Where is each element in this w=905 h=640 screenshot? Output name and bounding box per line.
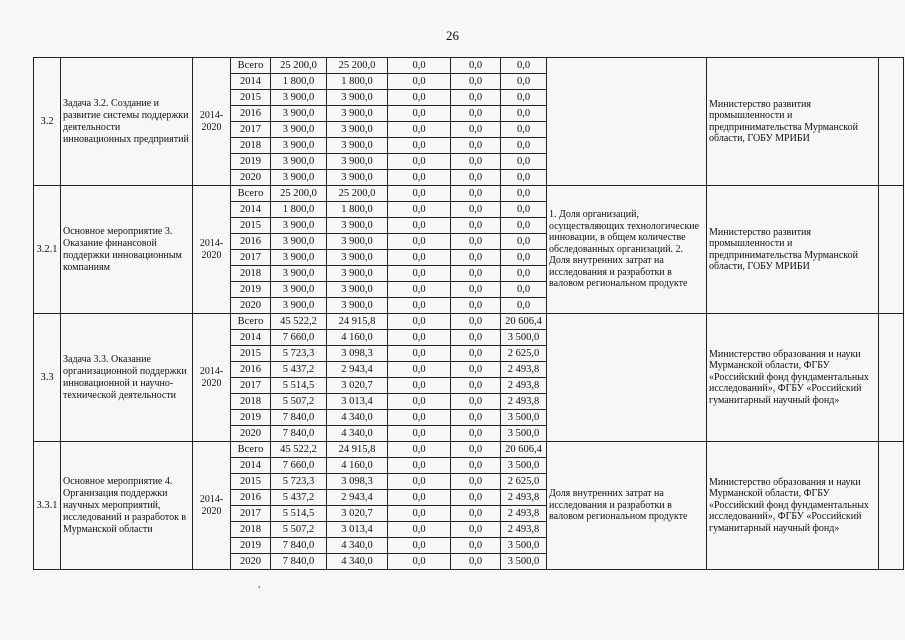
year-cell: 2015 (231, 346, 271, 362)
value-cell: 0,0 (451, 106, 501, 122)
value-cell: 0,0 (501, 106, 547, 122)
value-cell: 0,0 (451, 346, 501, 362)
value-cell: 0,0 (451, 474, 501, 490)
value-cell: 0,0 (501, 138, 547, 154)
value-cell: 0,0 (451, 522, 501, 538)
value-cell: 3 900,0 (327, 170, 388, 186)
value-cell: 0,0 (451, 490, 501, 506)
value-cell: 0,0 (451, 282, 501, 298)
value-cell: 0,0 (501, 202, 547, 218)
year-cell: 2019 (231, 282, 271, 298)
value-cell: 7 840,0 (271, 410, 327, 426)
value-cell: 0,0 (501, 266, 547, 282)
value-cell: 0,0 (501, 170, 547, 186)
value-cell: 0,0 (388, 138, 451, 154)
year-cell: 2020 (231, 298, 271, 314)
value-cell: 3 900,0 (327, 298, 388, 314)
value-cell: 0,0 (388, 58, 451, 74)
value-cell: 3 500,0 (501, 554, 547, 570)
activity-name: Задача 3.3. Оказание организационной поддержки инновационной и научно-технической деятельности (61, 314, 193, 442)
value-cell: 7 660,0 (271, 330, 327, 346)
row-number: 3.2 (34, 58, 61, 186)
table-row (34, 186, 904, 202)
value-cell: 3 900,0 (271, 266, 327, 282)
year-cell: Всего (231, 442, 271, 458)
value-cell: 7 840,0 (271, 426, 327, 442)
value-cell: 25 200,0 (327, 186, 388, 202)
activity-name: Основное мероприятие 3. Оказание финансовой поддержки инновационным компаниям (61, 186, 193, 314)
indicators-cell (547, 58, 707, 186)
value-cell: 3 900,0 (327, 106, 388, 122)
value-cell: 5 723,3 (271, 346, 327, 362)
value-cell: 0,0 (451, 90, 501, 106)
executor-cell: Министерство развития промышленности и предпринимательства Мурманской области, ГОБУ МРИБИ (707, 58, 879, 186)
value-cell: 3 500,0 (501, 458, 547, 474)
value-cell: 0,0 (501, 250, 547, 266)
value-cell: 45 522,2 (271, 442, 327, 458)
value-cell: 3 900,0 (271, 106, 327, 122)
value-cell: 7 840,0 (271, 538, 327, 554)
executor-cell: Министерство образования и науки Мурманской области, ФГБУ «Российский фонд фундаментальных исследований», ФГБУ «Российский гуманитарный научный фонд» (707, 314, 879, 442)
year-cell: 2019 (231, 538, 271, 554)
year-cell: 2014 (231, 74, 271, 90)
value-cell: 0,0 (388, 442, 451, 458)
indicators-cell (547, 314, 707, 442)
value-cell: 3 900,0 (271, 298, 327, 314)
stray-mark: , (258, 579, 261, 590)
value-cell: 0,0 (451, 554, 501, 570)
value-cell: 5 723,3 (271, 474, 327, 490)
value-cell: 2 625,0 (501, 474, 547, 490)
value-cell: 0,0 (451, 138, 501, 154)
value-cell: 0,0 (451, 58, 501, 74)
value-cell: 0,0 (501, 90, 547, 106)
program-table (33, 57, 904, 570)
value-cell: 0,0 (388, 522, 451, 538)
value-cell: 0,0 (388, 314, 451, 330)
year-cell: 2018 (231, 522, 271, 538)
value-cell: 1 800,0 (327, 74, 388, 90)
year-cell: 2016 (231, 234, 271, 250)
value-cell: 3 500,0 (501, 410, 547, 426)
value-cell: 3 900,0 (271, 218, 327, 234)
value-cell: 3 020,7 (327, 378, 388, 394)
value-cell: 2 943,4 (327, 490, 388, 506)
value-cell: 3 098,3 (327, 346, 388, 362)
value-cell: 0,0 (388, 170, 451, 186)
value-cell: 0,0 (451, 234, 501, 250)
value-cell: 0,0 (501, 74, 547, 90)
year-cell: 2017 (231, 122, 271, 138)
value-cell: 0,0 (388, 106, 451, 122)
value-cell: 2 625,0 (501, 346, 547, 362)
value-cell: 1 800,0 (271, 202, 327, 218)
value-cell: 4 340,0 (327, 538, 388, 554)
value-cell: 5 514,5 (271, 506, 327, 522)
value-cell: 0,0 (501, 58, 547, 74)
value-cell: 3 900,0 (327, 266, 388, 282)
indicators-cell: 1. Доля организаций, осуществляющих технологические инновации, в общем количестве обследованных организаций. 2. Доля внутренних затрат на исследования и разработки в валовом региональном продукте (547, 186, 707, 314)
table-row (34, 58, 904, 74)
year-cell: 2018 (231, 266, 271, 282)
year-cell: 2016 (231, 106, 271, 122)
value-cell: 3 900,0 (271, 154, 327, 170)
year-cell: 2019 (231, 410, 271, 426)
year-cell: Всего (231, 314, 271, 330)
row-number: 3.3.1 (34, 442, 61, 570)
value-cell: 0,0 (388, 554, 451, 570)
value-cell: 1 800,0 (327, 202, 388, 218)
executor-cell: Министерство образования и науки Мурманской области, ФГБУ «Российский фонд фундаментальных исследований», ФГБУ «Российский гуманитарный научный фонд» (707, 442, 879, 570)
value-cell: 0,0 (388, 346, 451, 362)
value-cell: 0,0 (388, 378, 451, 394)
value-cell: 5 437,2 (271, 490, 327, 506)
value-cell: 0,0 (451, 538, 501, 554)
value-cell: 3 013,4 (327, 394, 388, 410)
value-cell: 3 013,4 (327, 522, 388, 538)
value-cell: 0,0 (451, 202, 501, 218)
row-number: 3.3 (34, 314, 61, 442)
value-cell: 7 660,0 (271, 458, 327, 474)
empty-cell (879, 442, 904, 570)
value-cell: 0,0 (388, 202, 451, 218)
value-cell: 0,0 (451, 378, 501, 394)
value-cell: 45 522,2 (271, 314, 327, 330)
value-cell: 0,0 (501, 298, 547, 314)
value-cell: 0,0 (388, 474, 451, 490)
value-cell: 0,0 (388, 74, 451, 90)
value-cell: 0,0 (451, 74, 501, 90)
value-cell: 0,0 (388, 186, 451, 202)
value-cell: 0,0 (388, 490, 451, 506)
table-row (34, 442, 904, 458)
year-cell: 2015 (231, 90, 271, 106)
value-cell: 3 900,0 (271, 234, 327, 250)
period: 2014-2020 (193, 314, 231, 442)
value-cell: 4 340,0 (327, 410, 388, 426)
year-cell: Всего (231, 58, 271, 74)
year-cell: 2018 (231, 394, 271, 410)
empty-cell (879, 58, 904, 186)
year-cell: Всего (231, 186, 271, 202)
year-cell: 2016 (231, 490, 271, 506)
value-cell: 0,0 (388, 362, 451, 378)
value-cell: 0,0 (451, 426, 501, 442)
value-cell: 4 160,0 (327, 458, 388, 474)
year-cell: 2020 (231, 426, 271, 442)
value-cell: 3 900,0 (327, 250, 388, 266)
activity-name: Задача 3.2. Создание и развитие системы поддержки деятельности инновационных предприятий (61, 58, 193, 186)
value-cell: 3 900,0 (271, 250, 327, 266)
value-cell: 4 340,0 (327, 554, 388, 570)
value-cell: 0,0 (388, 458, 451, 474)
value-cell: 0,0 (388, 538, 451, 554)
activity-name: Основное мероприятие 4. Организация поддержки научных мероприятий, исследований и разработок в Мурманской области (61, 442, 193, 570)
value-cell: 3 900,0 (327, 234, 388, 250)
year-cell: 2017 (231, 250, 271, 266)
year-cell: 2015 (231, 218, 271, 234)
value-cell: 3 500,0 (501, 538, 547, 554)
period: 2014-2020 (193, 58, 231, 186)
value-cell: 25 200,0 (271, 186, 327, 202)
year-cell: 2014 (231, 330, 271, 346)
value-cell: 24 915,8 (327, 442, 388, 458)
year-cell: 2017 (231, 378, 271, 394)
value-cell: 0,0 (451, 218, 501, 234)
value-cell: 0,0 (451, 170, 501, 186)
value-cell: 3 900,0 (271, 122, 327, 138)
value-cell: 0,0 (451, 394, 501, 410)
empty-cell (879, 314, 904, 442)
value-cell: 25 200,0 (327, 58, 388, 74)
value-cell: 0,0 (388, 250, 451, 266)
value-cell: 0,0 (388, 90, 451, 106)
value-cell: 0,0 (451, 250, 501, 266)
value-cell: 0,0 (451, 410, 501, 426)
value-cell: 5 437,2 (271, 362, 327, 378)
value-cell: 3 900,0 (327, 90, 388, 106)
value-cell: 0,0 (501, 186, 547, 202)
value-cell: 0,0 (388, 122, 451, 138)
value-cell: 0,0 (388, 298, 451, 314)
year-cell: 2018 (231, 138, 271, 154)
value-cell: 3 020,7 (327, 506, 388, 522)
value-cell: 0,0 (451, 186, 501, 202)
value-cell: 0,0 (501, 282, 547, 298)
value-cell: 20 606,4 (501, 442, 547, 458)
year-cell: 2020 (231, 554, 271, 570)
value-cell: 3 098,3 (327, 474, 388, 490)
value-cell: 2 493,8 (501, 394, 547, 410)
value-cell: 3 900,0 (327, 218, 388, 234)
period: 2014-2020 (193, 186, 231, 314)
value-cell: 0,0 (388, 330, 451, 346)
value-cell: 0,0 (451, 330, 501, 346)
value-cell: 5 507,2 (271, 522, 327, 538)
year-cell: 2017 (231, 506, 271, 522)
value-cell: 3 900,0 (327, 122, 388, 138)
value-cell: 3 500,0 (501, 426, 547, 442)
value-cell: 0,0 (388, 234, 451, 250)
value-cell: 0,0 (388, 410, 451, 426)
value-cell: 0,0 (388, 426, 451, 442)
value-cell: 0,0 (451, 506, 501, 522)
value-cell: 2 493,8 (501, 378, 547, 394)
page-number: 26 (446, 28, 459, 43)
value-cell: 3 900,0 (271, 90, 327, 106)
value-cell: 2 493,8 (501, 490, 547, 506)
value-cell: 0,0 (451, 266, 501, 282)
value-cell: 0,0 (451, 362, 501, 378)
period: 2014-2020 (193, 442, 231, 570)
value-cell: 24 915,8 (327, 314, 388, 330)
value-cell: 2 493,8 (501, 506, 547, 522)
value-cell: 2 493,8 (501, 362, 547, 378)
indicators-cell: Доля внутренних затрат на исследования и разработки в валовом региональном продукте (547, 442, 707, 570)
value-cell: 0,0 (451, 442, 501, 458)
value-cell: 3 900,0 (327, 138, 388, 154)
value-cell: 0,0 (501, 122, 547, 138)
value-cell: 3 500,0 (501, 330, 547, 346)
year-cell: 2014 (231, 458, 271, 474)
value-cell: 0,0 (451, 298, 501, 314)
value-cell: 20 606,4 (501, 314, 547, 330)
value-cell: 0,0 (388, 394, 451, 410)
value-cell: 0,0 (388, 282, 451, 298)
value-cell: 5 514,5 (271, 378, 327, 394)
value-cell: 0,0 (451, 122, 501, 138)
value-cell: 5 507,2 (271, 394, 327, 410)
year-cell: 2020 (231, 170, 271, 186)
value-cell: 3 900,0 (327, 282, 388, 298)
value-cell: 0,0 (451, 458, 501, 474)
value-cell: 25 200,0 (271, 58, 327, 74)
value-cell: 3 900,0 (327, 154, 388, 170)
value-cell: 0,0 (501, 154, 547, 170)
value-cell: 1 800,0 (271, 74, 327, 90)
year-cell: 2016 (231, 362, 271, 378)
value-cell: 0,0 (388, 266, 451, 282)
year-cell: 2014 (231, 202, 271, 218)
value-cell: 0,0 (451, 154, 501, 170)
value-cell: 0,0 (501, 234, 547, 250)
value-cell: 3 900,0 (271, 170, 327, 186)
year-cell: 2015 (231, 474, 271, 490)
value-cell: 7 840,0 (271, 554, 327, 570)
value-cell: 0,0 (388, 506, 451, 522)
value-cell: 0,0 (451, 314, 501, 330)
value-cell: 3 900,0 (271, 138, 327, 154)
value-cell: 3 900,0 (271, 282, 327, 298)
value-cell: 0,0 (501, 218, 547, 234)
value-cell: 4 160,0 (327, 330, 388, 346)
row-number: 3.2.1 (34, 186, 61, 314)
value-cell: 0,0 (388, 218, 451, 234)
executor-cell: Министерство развития промышленности и предпринимательства Мурманской области, ГОБУ МРИБИ (707, 186, 879, 314)
value-cell: 4 340,0 (327, 426, 388, 442)
value-cell: 0,0 (388, 154, 451, 170)
table-row (34, 314, 904, 330)
value-cell: 2 943,4 (327, 362, 388, 378)
value-cell: 2 493,8 (501, 522, 547, 538)
year-cell: 2019 (231, 154, 271, 170)
empty-cell (879, 186, 904, 314)
